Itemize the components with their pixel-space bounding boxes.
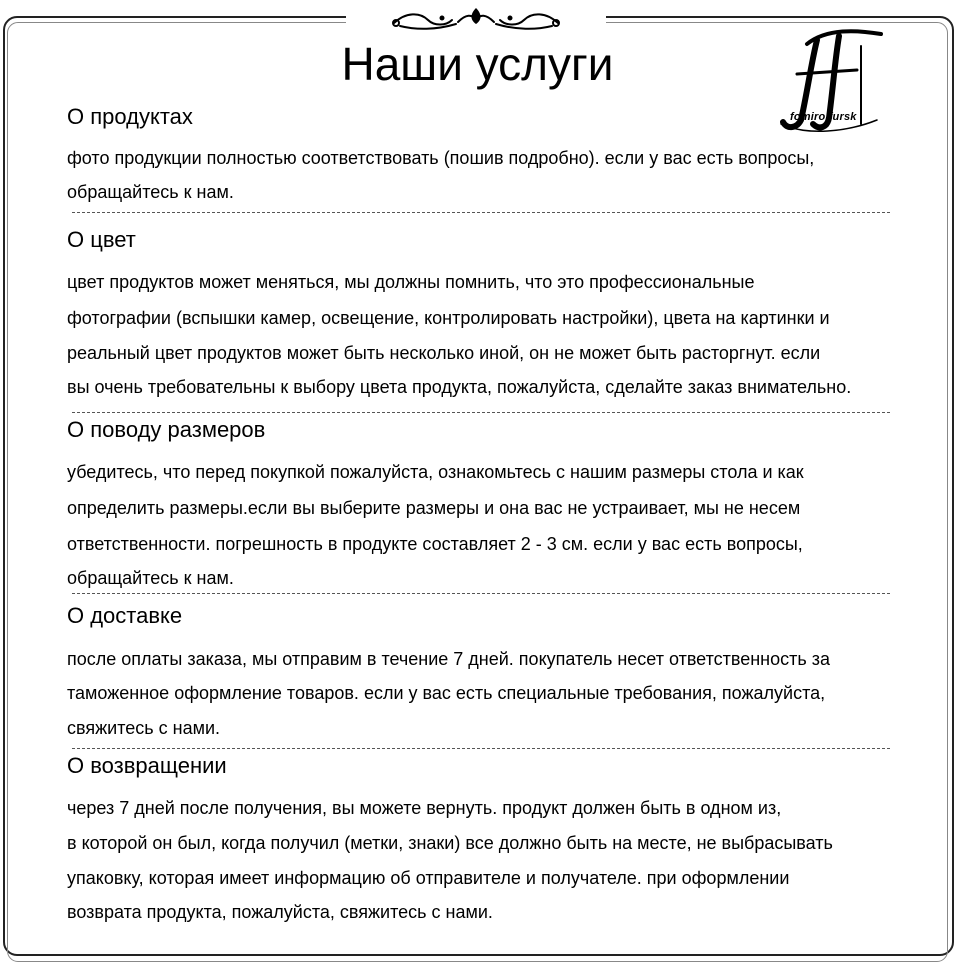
section-line: обращайтесь к нам. [67, 182, 234, 202]
logo-text: fomiro fursk [790, 111, 857, 123]
section-line: свяжитесь с нами. [67, 718, 221, 738]
section-line: вы очень требовательны к выбору цвета продукта, пожалуйста, сделайте заказ внимательно. [67, 377, 852, 397]
ornament-flourish-icon [386, 6, 566, 34]
section-line: реальный цвет продуктов может быть несколько иной, он не может быть расторгнут. если [67, 343, 821, 363]
section-line: цвет продуктов может меняться, мы должны помнить, что это профессиональные [67, 272, 755, 292]
section-line: убедитесь, что перед покупкой пожалуйста, ознакомьтесь с нашим размеры стола и как [67, 462, 804, 482]
section-heading-color: О цвет [67, 227, 136, 252]
section-divider [72, 212, 890, 213]
section-heading-delivery: О доставке [67, 603, 183, 628]
section-line: ответственности. погрешность в продукте составляет 2 - 3 см. если у вас есть вопросы, [67, 534, 803, 554]
section-divider [72, 748, 890, 749]
section-line: через 7 дней после получения, вы можете вернуть. продукт должен быть в одном из, [67, 798, 782, 818]
section-heading-sizes: О поводу размеров [67, 417, 266, 442]
section-divider [72, 593, 890, 594]
section-line: упаковку, которая имеет информацию об отправителе и получателе. при оформлении [67, 868, 790, 888]
section-line: после оплаты заказа, мы отправим в течение 7 дней. покупатель несет ответственность за [67, 649, 831, 669]
section-divider [72, 412, 890, 413]
section-heading-products: О продуктах [67, 104, 193, 129]
page-title: Наши услуги [341, 38, 614, 90]
section-line: таможенное оформление товаров. если у вас есть специальные требования, пожалуйста, [67, 683, 826, 703]
section-line: возврата продукта, пожалуйста, свяжитесь с нами. [67, 902, 493, 922]
section-line: в которой он был, когда получил (метки, знаки) все должно быть на месте, не выбрасывать [67, 833, 833, 853]
section-heading-returns: О возвращении [67, 753, 227, 778]
section-line: обращайтесь к нам. [67, 568, 234, 588]
section-line: определить размеры.если вы выберите размеры и она вас не устраивает, мы не несем [67, 498, 801, 518]
section-line: фото продукции полностью соответствовать (пошив подробно). если у вас есть вопросы, [67, 148, 815, 168]
section-line: фотографии (вспышки камер, освещение, контролировать настройки), цвета на картинки и [67, 308, 830, 328]
